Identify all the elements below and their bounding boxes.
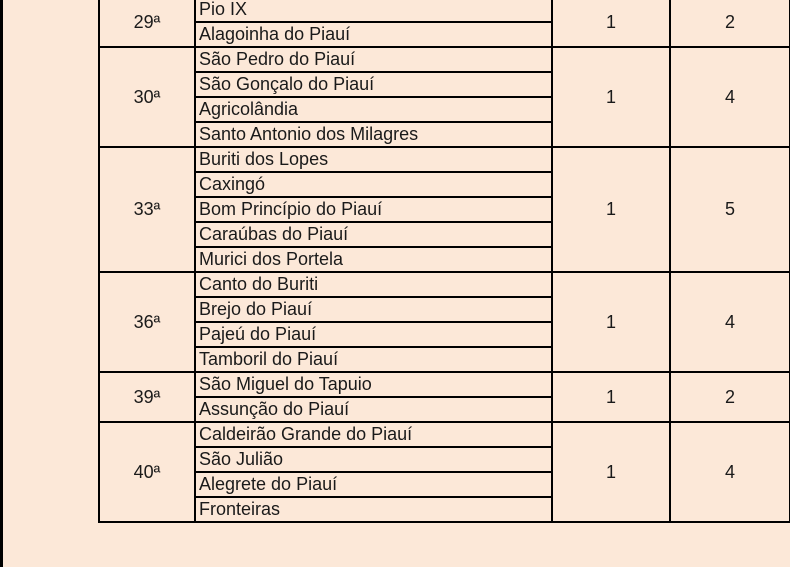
city-cell[interactable]: Pio IX — [195, 0, 552, 22]
city-cell[interactable]: Pajeú do Piauí — [195, 322, 552, 347]
table-row — [99, 422, 790, 447]
zones-table-body — [99, 0, 790, 522]
table-row — [99, 272, 790, 297]
city-cell[interactable]: Agricolândia — [195, 97, 552, 122]
city-cell[interactable]: Canto do Buriti — [195, 272, 552, 297]
city-cell[interactable]: Assunção do Piauí — [195, 397, 552, 422]
value-cell-1[interactable]: 1 — [552, 147, 670, 272]
city-cell[interactable]: Buriti dos Lopes — [195, 147, 552, 172]
city-cell[interactable]: Alegrete do Piauí — [195, 472, 552, 497]
zone-cell[interactable]: 30ª — [99, 47, 195, 147]
city-cell[interactable]: Tamboril do Piauí — [195, 347, 552, 372]
value-cell-1[interactable]: 1 — [552, 272, 670, 372]
left-column-border — [0, 0, 3, 567]
zone-cell[interactable]: 36ª — [99, 272, 195, 372]
zone-cell[interactable]: 29ª — [99, 0, 195, 47]
value-cell-2[interactable]: 4 — [670, 422, 790, 522]
city-cell[interactable]: São Pedro do Piauí — [195, 47, 552, 72]
table-row — [99, 0, 790, 22]
value-cell-2[interactable]: 4 — [670, 47, 790, 147]
city-cell[interactable]: São Gonçalo do Piauí — [195, 72, 552, 97]
city-cell[interactable]: Caraúbas do Piauí — [195, 222, 552, 247]
city-cell[interactable]: Caxingó — [195, 172, 552, 197]
table-row — [99, 147, 790, 172]
value-cell-1[interactable]: 1 — [552, 0, 670, 47]
value-cell-1[interactable]: 1 — [552, 422, 670, 522]
value-cell-1[interactable]: 1 — [552, 47, 670, 147]
value-cell-1[interactable]: 1 — [552, 372, 670, 422]
city-cell[interactable]: Bom Princípio do Piauí — [195, 197, 552, 222]
city-cell[interactable]: Alagoinha do Piauí — [195, 22, 552, 47]
value-cell-2[interactable]: 2 — [670, 0, 790, 47]
city-cell[interactable]: Caldeirão Grande do Piauí — [195, 422, 552, 447]
zone-cell[interactable]: 40ª — [99, 422, 195, 522]
table-row — [99, 372, 790, 397]
zone-cell[interactable]: 39ª — [99, 372, 195, 422]
zones-table — [98, 0, 790, 523]
city-cell[interactable]: Santo Antonio dos Milagres — [195, 122, 552, 147]
city-cell[interactable]: Murici dos Portela — [195, 247, 552, 272]
value-cell-2[interactable]: 5 — [670, 147, 790, 272]
zone-cell[interactable]: 33ª — [99, 147, 195, 272]
city-cell[interactable]: Brejo do Piauí — [195, 297, 552, 322]
city-cell[interactable]: São Miguel do Tapuio — [195, 372, 552, 397]
city-cell[interactable]: São Julião — [195, 447, 552, 472]
value-cell-2[interactable]: 4 — [670, 272, 790, 372]
city-cell[interactable]: Fronteiras — [195, 497, 552, 522]
value-cell-2[interactable]: 2 — [670, 372, 790, 422]
table-row — [99, 47, 790, 72]
